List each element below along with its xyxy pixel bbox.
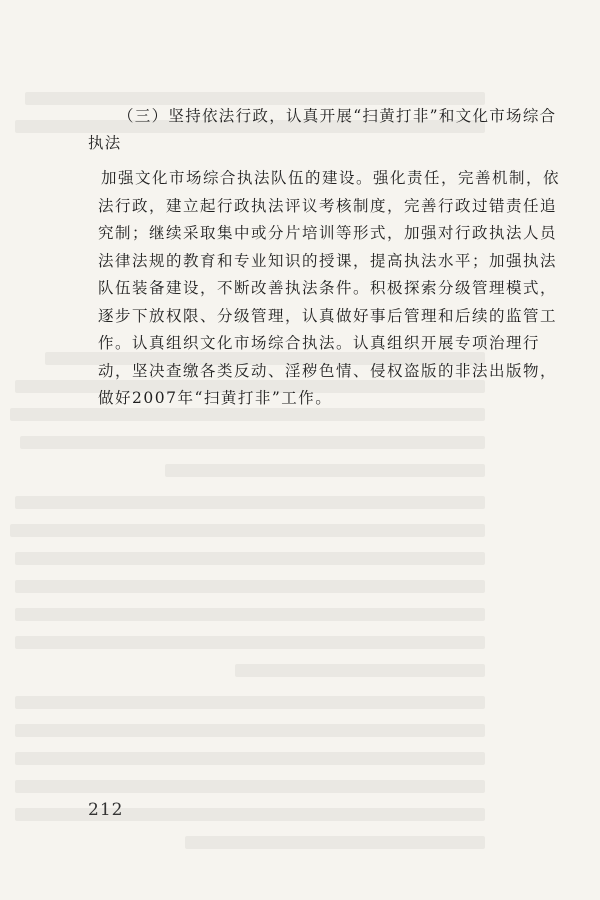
- body-paragraph: 加强文化市场综合执法队伍的建设。强化责任，完善机制，依法行政，建立起行政执法评议考核制度，完善行政过错责任追究制；继续采取集中或分片培训等形式，加强对行政执法人员法律法规的教育和专业知识的授课，提高执法水平；加强执法队伍装备建设，不断改善执法条件。积极探索分级管理模式，逐步下放权限、分级管理，认真做好事后管理和后续的监管工作。认真组织文化市场综合执法。认真组织开展专项治理行动，坚决查缴各类反动、淫秽色情、侵权盗版的非法出版物，做好2007年“扫黄打非”工作。: [98, 169, 561, 407]
- page-number: 212: [88, 800, 124, 820]
- section-heading: （三）坚持依法行政，认真开展“扫黄打非”和文化市场综合执法: [88, 107, 557, 152]
